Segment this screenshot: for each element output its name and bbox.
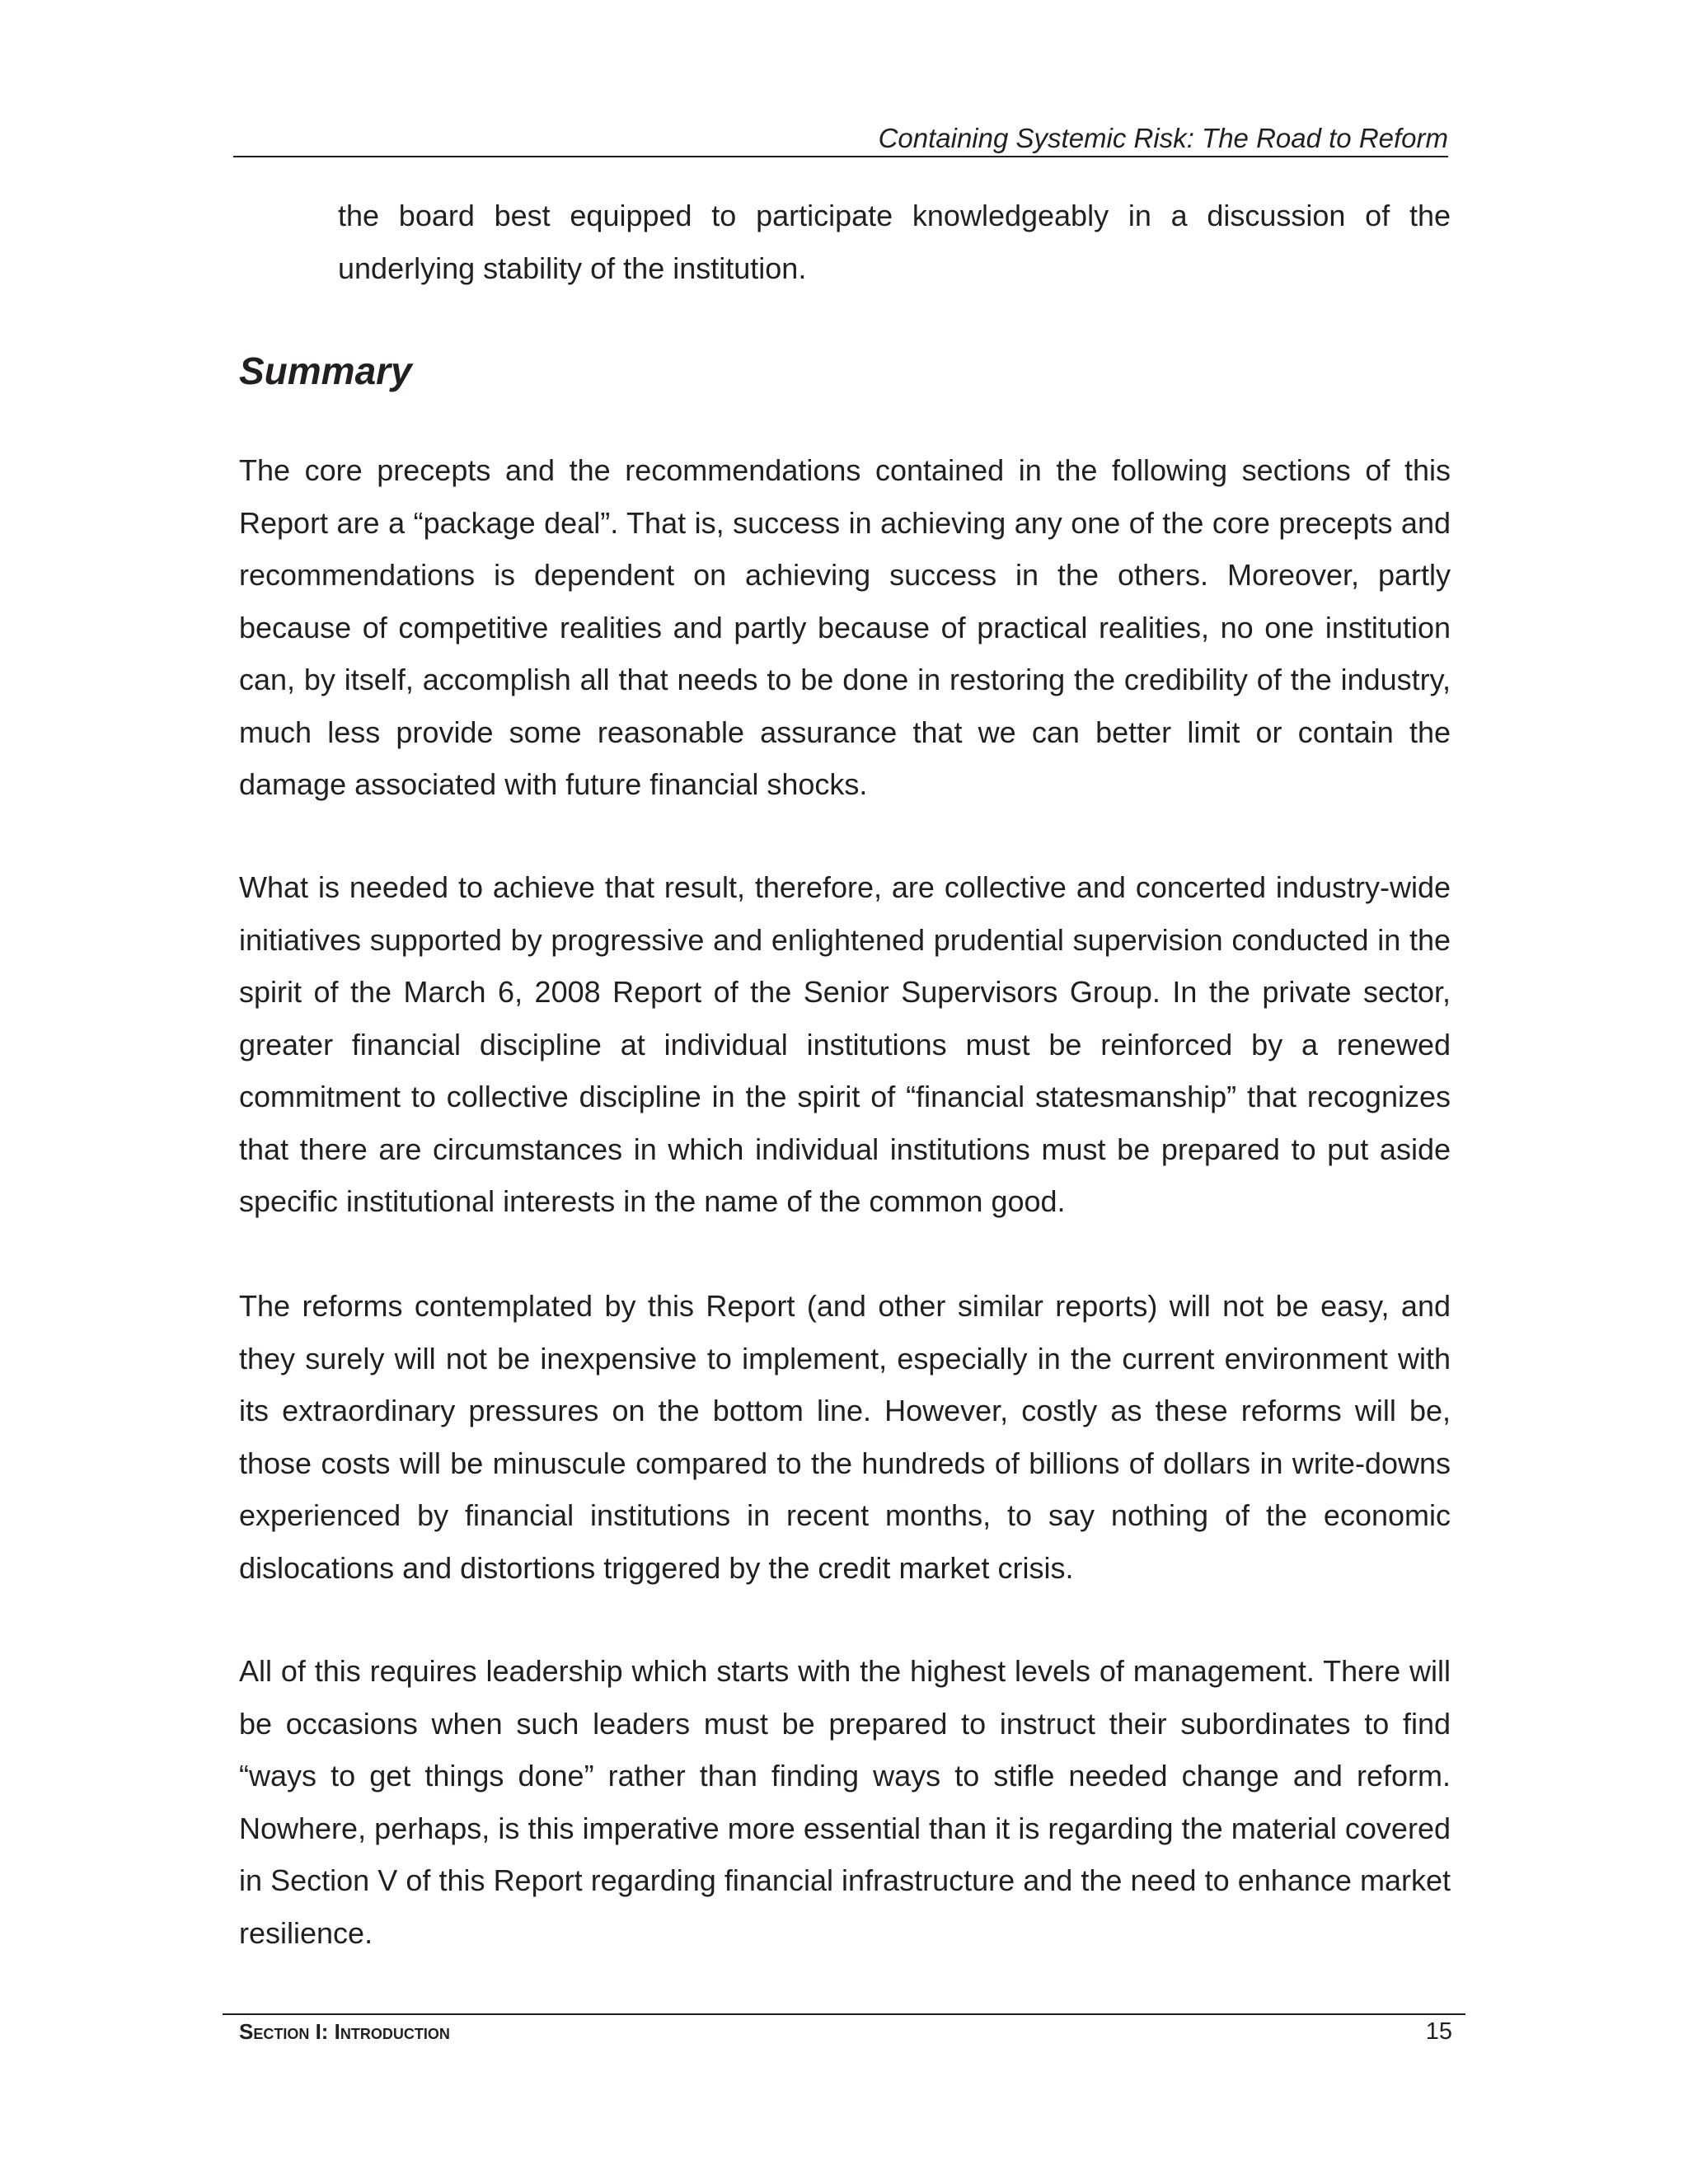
page-number: 15 <box>1425 2018 1452 2045</box>
footer-rule <box>223 2013 1465 2015</box>
section-heading-summary: Summary <box>239 349 412 392</box>
continued-paragraph: the board best equipped to participate knowledgeably in a discussion of the underlying stability of the institution. <box>338 199 1451 285</box>
header-rule <box>233 156 1448 157</box>
footer-section-label: Section I: Introduction <box>239 2019 450 2044</box>
body-paragraph: What is needed to achieve that result, therefore, are collective and concerted industry-wide initiatives supported by progressive and enlightened prudential supervision conducted in the spirit of the March 6, 2008 Report of the Senior Supervisors Group. In the private sector, greater financial discipline at individual institutions must be reinforced by a renewed commitment to collective discipline in the spirit of “financial statesmanship” that recognizes that there are circumstances in which individual institutions must be prepared to put aside specific institutional interests in the name of the common good. <box>239 870 1451 1218</box>
body-paragraph: All of this requires leadership which starts with the highest levels of management. There will be occasions when such leaders must be prepared to instruct their subordinates to find “ways to get things done” rather than finding ways to stifle needed change and reform. Nowhere, perhaps, is this imperative more essential than it is regarding the material covered in Section V of this Report regarding financial infrastructure and the need to enhance market resilience. <box>239 1654 1451 1950</box>
running-header: Containing Systemic Risk: The Road to Reform <box>878 123 1448 153</box>
body-paragraph: The core precepts and the recommendations contained in the following sections of this Report are a “package deal”. That is, success in achieving any one of the core precepts and recommendations is dependent on achieving success in the others. Moreover, partly because of competitive realities and partly because of practical realities, no one institution can, by itself, accomplish all that needs to be done in restoring the credibility of the industry, much less provide some reasonable assurance that we can better limit or contain the damage associated with future financial shocks. <box>239 453 1451 801</box>
body-paragraph: The reforms contemplated by this Report (and other similar reports) will not be easy, and they surely will not be inexpensive to implement, especially in the current environment with its extraordinary pressures on the bottom line. However, costly as these reforms will be, those costs will be minuscule compared to the hundreds of billions of dollars in write-downs experienced by financial institutions in recent months, to say nothing of the economic dislocations and distortions triggered by the credit market crisis. <box>239 1289 1451 1585</box>
